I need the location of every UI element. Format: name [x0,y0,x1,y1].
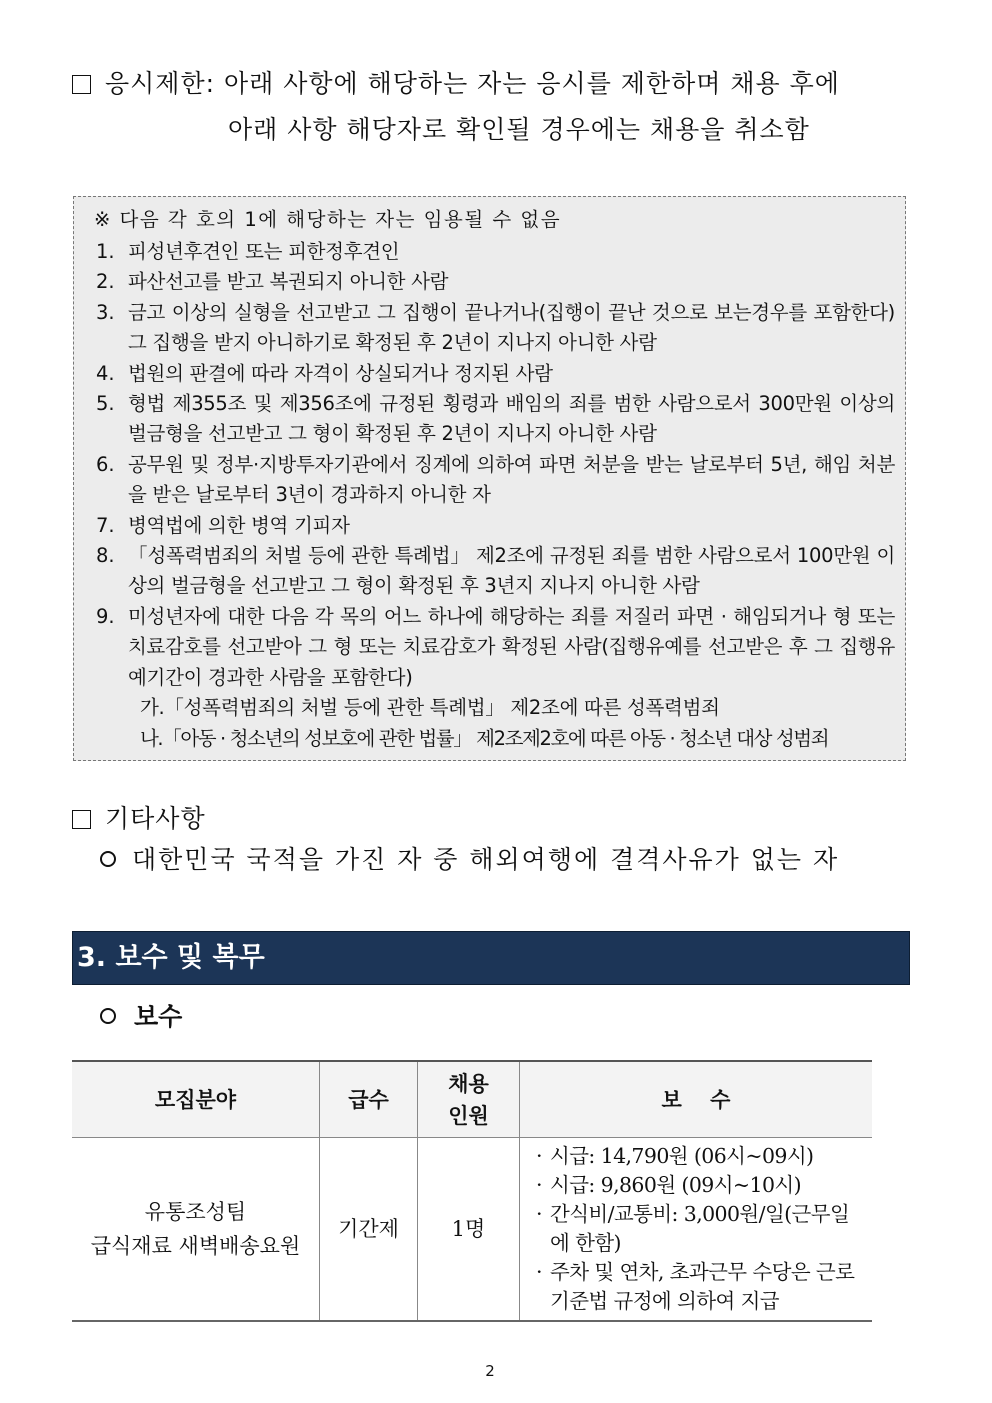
item-text: 법원의 판결에 따라 자격이 상실되거나 정지된 사람 [128,361,553,385]
header-hires-line2: 인원 [448,1102,489,1128]
pay-item: · 시급: 9,860원 (09시~10시) [536,1171,866,1200]
header-hires [418,1061,520,1138]
item-number: 2. [96,270,115,294]
pay-item: · 주차 및 연차, 초과근무 수당은 근로기준법 규정에 의하여 지급 [536,1258,866,1316]
hollow-circle-icon [100,851,116,867]
pay-item: · 시급: 14,790원 (06시~09시) [536,1142,866,1171]
header-pay: 보 수 [520,1061,873,1138]
list-item [90,359,895,389]
middle-dot-icon: · [536,1173,542,1197]
header-hires-line1: 채용 [448,1070,489,1096]
page-number: 2 [485,1362,495,1380]
item-number: 9. [96,604,115,628]
item-text: 피성년후견인 또는 피한정후견인 [128,240,400,263]
checkbox-square-icon [72,75,91,94]
list-item [90,602,895,693]
item-text: 미성년자에 대한 다음 각 목의 어느 하나에 해당하는 죄를 저질러 파면 · 해임되거나 형 또는 치료감호를 선고받아 그 형 또는 치료감호가 확정된 사람(집행유예를 선고받은 후 그 집행유예기간이 경과한 사람을 포함한다) [128,604,895,689]
checkbox-square-icon [72,810,91,829]
field-line-2: 급식재료 새벽배송요원 [90,1234,301,1258]
item-number: 7. [96,513,115,537]
list-item [90,511,895,541]
item-text: 형법 제355조 및 제356조에 규정된 횡령과 배임의 죄를 범한 사람으로서 300만원 이상의 벌금형을 선고받고 그 형이 확정된 후 2년이 지나지 아니한 사람 [128,392,895,446]
pay-subheading-text: 보수 [134,1002,183,1031]
restriction-section [72,66,892,158]
item-number: 3. [96,300,115,324]
list-item [90,541,895,602]
disqualification-box [73,196,906,761]
table-header-row [72,1061,872,1138]
cell-grade: 기간제 [320,1138,418,1322]
item-number: 4. [96,361,115,385]
etc-item: 대한민국 국적을 가진 자 중 해외여행에 결격사유가 없는 자 [132,845,840,874]
item-text: 공무원 및 정부·지방투자기관에서 징계에 의하여 파면 처분을 받는 날로부터 5년, 해임 처분을 받은 날로부터 3년이 경과하지 아니한 자 [128,452,895,507]
item-text: 금고 이상의 실형을 선고받고 그 집행이 끝나거나(집행이 끝난 것으로 보는경우를 포함한다) 그 집행을 받지 아니하기로 확정된 후 2년이 지나지 아니한 사람 [128,300,895,355]
list-item [90,267,895,297]
cell-hires: 1명 [418,1138,520,1322]
etc-section [72,800,839,880]
restriction-line-1: 응시제한: 아래 사항에 해당하는 자는 응시를 제한하며 채용 후에 [105,69,840,98]
middle-dot-icon: · [536,1202,542,1226]
item-text: 파산선고를 받고 복권되지 아니한 사람 [128,270,449,294]
restriction-line-2: 아래 사항 해당자로 확인될 경우에는 채용을 취소함 [228,115,810,144]
table-row [72,1138,872,1322]
section-heading-banner: 3. 보수 및 복무 [72,931,910,985]
item-number: 6. [96,452,115,476]
etc-title: 기타사항 [105,804,206,833]
list-item [90,389,895,450]
pay-subheading [100,1000,182,1034]
pay-table [72,1060,872,1322]
header-field: 모집분야 [72,1061,320,1138]
list-item [90,450,895,511]
item-number: 1. [96,240,115,263]
disqualification-header: ※ 다음 각 호의 1에 해당하는 자는 임용될 수 없음 [94,208,562,231]
list-item [90,298,895,359]
hollow-circle-icon [100,1008,116,1024]
item-text: 「성폭력범죄의 처벌 등에 관한 특례법」 제2조에 규정된 죄를 범한 사람으로서 100만원 이상의 벌금형을 선고받고 그 형이 확정된 후 3년지 지나지 아니한 사람 [128,544,895,598]
list-item [90,237,895,267]
cell-field [72,1138,320,1322]
item-number: 5. [96,392,115,416]
item-text: 병역법에 의한 병역 기피자 [128,513,350,537]
sub-item-ga: 가.「성폭력범죄의 처벌 등에 관한 특례법」 제2조에 따른 성폭력범죄 [140,696,720,720]
middle-dot-icon: · [536,1144,542,1168]
middle-dot-icon: · [536,1260,542,1284]
sub-item-na: 나.「아동 · 청소년의 성보호에 관한 법률」 제2조제2호에 따른 아동 · 청소년 대상 성범죄 [140,726,829,750]
disqualification-list [90,237,895,693]
pay-list [520,1142,872,1316]
pay-item: · 간식비/교통비: 3,000원/일(근무일에 한함) [536,1200,866,1258]
cell-pay [520,1138,873,1322]
item-number: 8. [96,544,115,568]
field-line-1: 유통조성팀 [144,1200,247,1224]
header-grade: 급수 [320,1061,418,1138]
